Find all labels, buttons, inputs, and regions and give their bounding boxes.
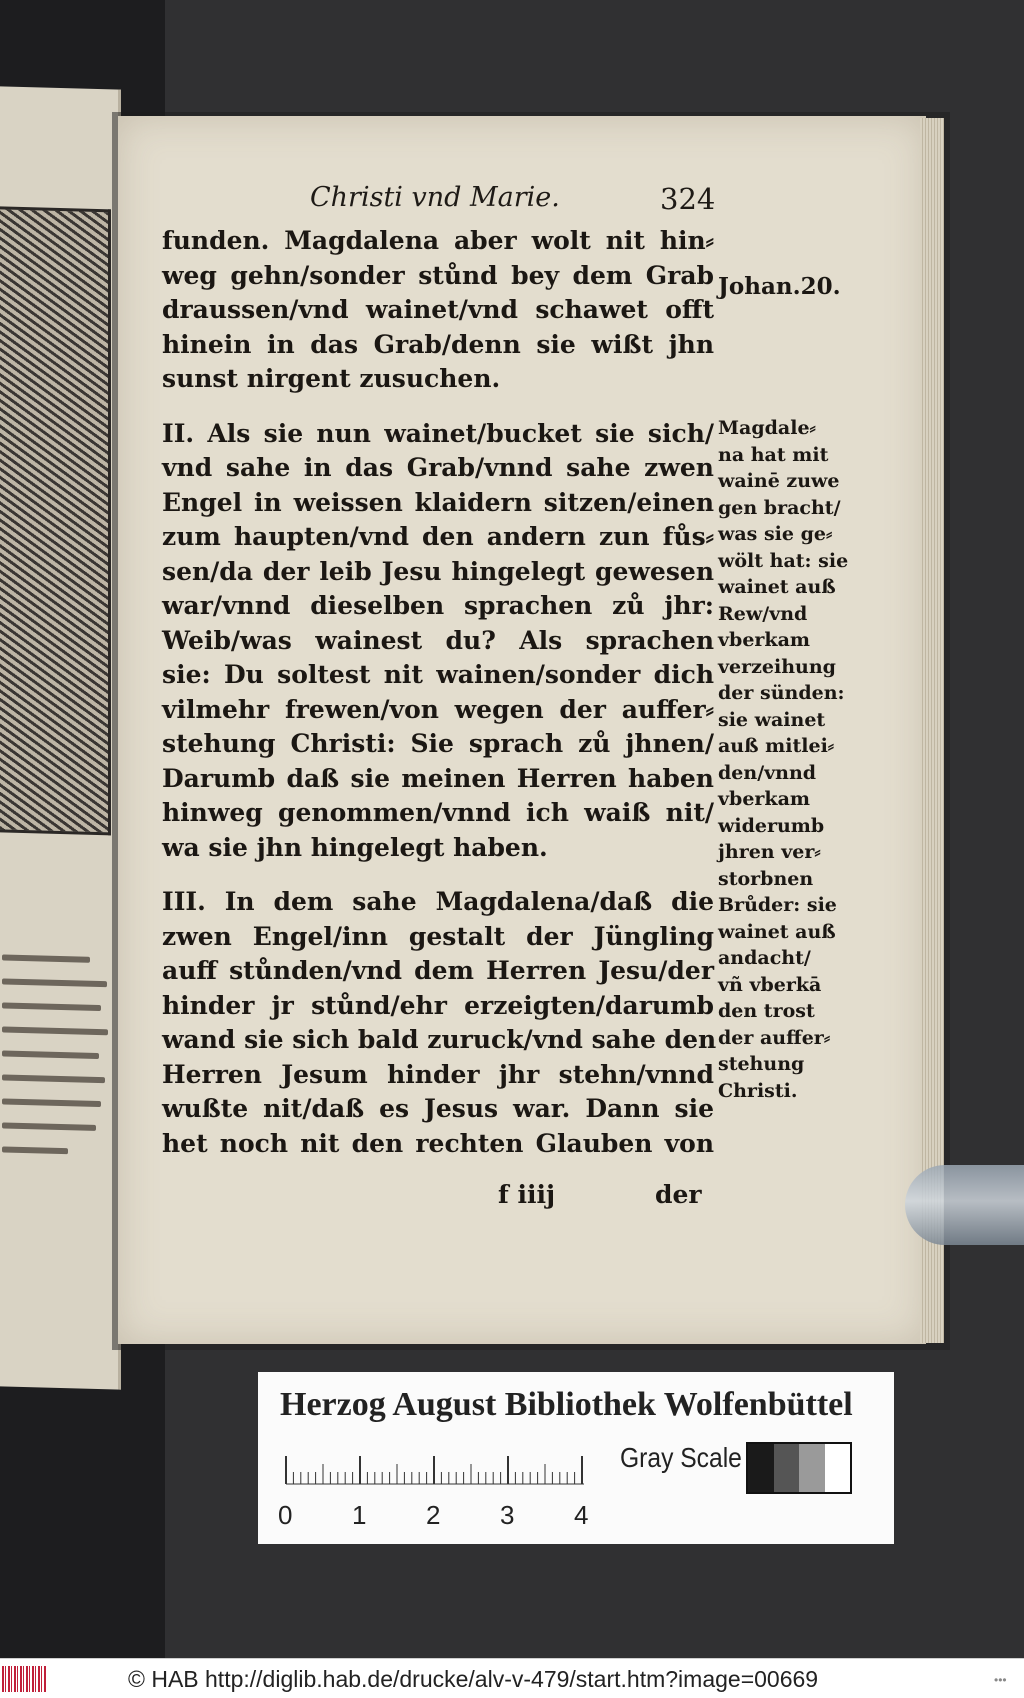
text-line: zum haupten/vnd den andern zun fůs⸗ [162,522,714,551]
margin-note-line: den trost [718,1000,815,1022]
text-line: wußte nit/daß es Jesus war. Dann sie [162,1094,714,1123]
gray-scale-swatches [746,1442,852,1494]
text-line: Darumb daß sie meinen Herren haben [162,763,714,793]
ruler-label: 2 [426,1500,441,1530]
gray-swatch [799,1444,825,1492]
ruler-label: 4 [574,1500,589,1530]
ruler-label: 0 [278,1500,293,1530]
margin-note-line: was sie ge⸗ [718,523,833,545]
margin-note-line: der sünden: [718,682,845,704]
hab-logo-icon [2,1666,46,1692]
page-holder-strip [905,1165,1024,1245]
ruler [284,1456,604,1496]
facing-page-text [2,936,112,1173]
page-number: 324 [660,182,716,216]
text-line: Herren Jesum hinder jhr stehn/vnnd [162,1059,714,1089]
text-line: zwen Engel/inn gestalt der Jüngling [162,921,714,951]
margin-note-line: andacht/ [718,947,811,969]
gray-scale-label: Gray Scale [620,1442,742,1473]
text-line: vnd sahe in das Grab/vnnd sahe zwen [162,453,714,482]
margin-note-line: Magdale⸗ [718,417,816,439]
copyright-url: © HAB http://diglib.hab.de/drucke/alv-v-479/start.htm?image=00669 [128,1666,819,1692]
text-line: hinder jr stůnd/ehr erzeigten/darumb [162,990,714,1020]
text-line: vilmehr frewen/von wegen der auffer⸗ [162,694,714,724]
margin-note-line: vñ vberkā [718,973,822,996]
ruler-label: 3 [500,1500,515,1530]
margin-reference: Johan.20. [718,273,841,300]
margin-note-line: verzeihung [718,655,836,678]
gray-swatch [748,1444,774,1492]
footer-bar [0,1658,1024,1698]
margin-note-line: auß mitlei⸗ [718,735,835,757]
gray-swatch [825,1444,851,1492]
margin-note-line: na hat mit [718,443,829,466]
facing-page [0,86,121,1389]
text-line: hinweg genommen/vnnd ich waiß nit/ [162,798,714,827]
text-line: weg gehn/sonder stůnd bey dem Grab [162,260,714,290]
paragraph-gap [162,397,714,417]
margin-note [718,415,858,1104]
margin-note-line: der auffer⸗ [718,1026,831,1049]
running-head: Christi vnd Marie. [310,182,560,213]
text-line: funden. Magdalena aber wolt nit hin⸗ [162,226,714,255]
text-line: hinein in das Grab/denn sie wißt jhn [162,329,714,359]
text-line: sunst nirgent zusuchen. [162,364,501,393]
text-line: II. Als sie nun wainet/bucket sie sich/ [162,418,714,448]
ruler-ticks [284,1456,604,1496]
margin-note-line: stehung [718,1053,805,1075]
margin-note-line: Christi. [718,1079,798,1102]
signature-mark: f iiij [498,1180,555,1209]
margin-note-line: vberkam [718,788,811,810]
woodcut-illustration [0,206,111,835]
catchword: der [655,1180,702,1209]
text-line: wand sie sich bald zuruck/vnd sahe den [162,1025,717,1054]
margin-note-line: wainet auß [718,920,836,943]
ruler-label: 1 [352,1500,367,1530]
margin-note-line: wainē zuwe [718,470,840,492]
margin-note-line: Brůder: sie [718,894,837,916]
text-line: het noch nit den rechten Glauben von [162,1128,714,1158]
text-line: sie: Du soltest nit wainen/sonder dich [162,660,714,689]
margin-note-line: Rew/vnd [718,602,808,625]
more-icon[interactable]: ••• [994,1673,1007,1687]
text-line: war/vnnd dieselben sprachen zů jhr: [162,591,714,620]
main-text-block [162,224,717,1161]
text-line: draussen/vnd wainet/vnd schawet offt [162,295,714,324]
text-line: sen/da der leib Jesu hingelegt gewesen [162,556,714,586]
text-line: stehung Christi: Sie sprach zů jhnen/ [162,729,714,758]
margin-note-line: jhren ver⸗ [718,841,821,863]
margin-note-line: vberkam [718,629,811,651]
page-edges [920,118,944,1343]
margin-note-line: sie wainet [718,708,826,731]
margin-note-line: wainet auß [718,576,836,598]
text-line: auff stůnden/vnd dem Herren Jesu/der [162,956,714,985]
margin-note-line: storbnen [718,867,814,890]
margin-note-line: wölt hat: sie [718,549,849,572]
scale-card [258,1372,894,1544]
institution-name: Herzog August Bibliothek Wolfenbüttel [280,1386,853,1423]
margin-note-line: den/vnnd [718,761,817,784]
paragraph-gap [162,865,714,885]
text-line: III. In dem sahe Magdalena/daß die [162,887,714,916]
margin-note-line: widerumb [718,814,825,837]
text-line: wa sie jhn hingelegt haben. [162,832,548,862]
margin-note-line: gen bracht/ [718,496,841,519]
gray-swatch [774,1444,800,1492]
text-line: Engel in weissen klaidern sitzen/einen [162,487,714,517]
text-line: Weib/was wainest du? Als sprachen [162,625,714,655]
